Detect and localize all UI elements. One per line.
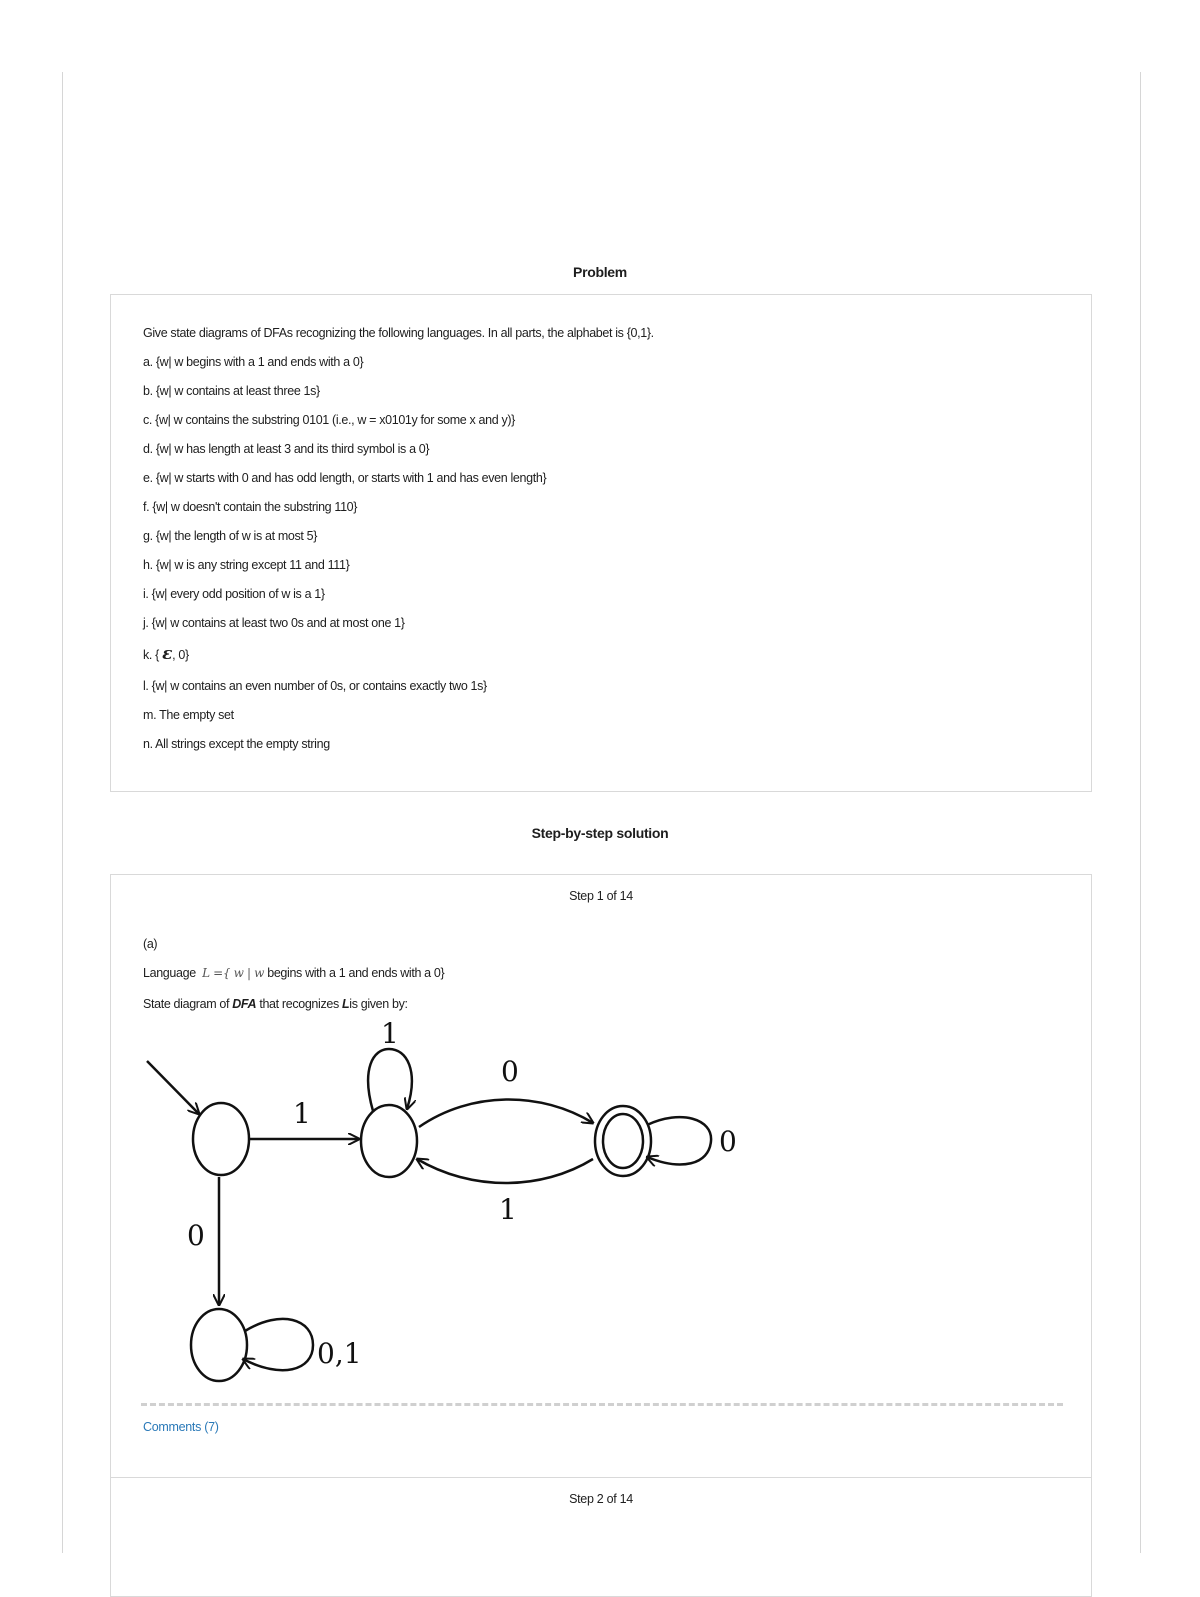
- problem-part: n. All strings except the empty string: [143, 737, 330, 751]
- page-border-left: [62, 72, 63, 1553]
- label-start-to-trap: 0: [187, 1219, 205, 1252]
- problem-part-k: [143, 646, 1059, 664]
- part-a-label: (a): [143, 937, 158, 951]
- label-trap-loop: 0,1: [317, 1337, 362, 1370]
- step-2-label: Step 2 of 14: [569, 1492, 633, 1506]
- problem-part: b. {w| w contains at least three 1s}: [143, 384, 320, 398]
- problem-part: a. {w| w begins with a 1 and ends with a 0}: [143, 355, 364, 369]
- part-k-prefix: k. {: [143, 648, 159, 662]
- language-suffix: begins with a 1 and ends with a 0}: [267, 966, 445, 980]
- label-start-to-q2: 1: [293, 1097, 311, 1130]
- problem-part: l. {w| w contains an even number of 0s, or contains exactly two 1s}: [143, 679, 487, 693]
- caption-l: L: [341, 997, 350, 1011]
- label-q2-to-q3: 0: [501, 1055, 519, 1088]
- label-q2-loop: 1: [381, 1019, 399, 1050]
- start-arrow: [147, 1061, 199, 1114]
- problem-part: f. {w| w doesn't contain the substring 110}: [143, 500, 358, 514]
- caption-prefix: State diagram of: [143, 997, 230, 1011]
- part-k-suffix: , 0}: [172, 648, 189, 662]
- problem-part: g. {w| the length of w is at most 5}: [143, 529, 318, 543]
- problem-part: d. {w| w has length at least 3 and its third symbol is a 0}: [143, 442, 430, 456]
- comments-link[interactable]: Comments (7): [143, 1420, 219, 1434]
- problem-panel: [110, 294, 1092, 792]
- language-definition: [143, 966, 444, 980]
- language-math: L ={ w | w: [202, 966, 265, 980]
- caption-mid: that recognizes: [259, 997, 339, 1011]
- language-prefix: Language: [143, 966, 196, 980]
- step-1-panel: [110, 874, 1092, 1478]
- problem-part: e. {w| w starts with 0 and has odd length, or starts with 1 and has even length}: [143, 471, 547, 485]
- solution-heading: Step-by-step solution: [531, 825, 669, 841]
- edge-q3-loop: [647, 1117, 711, 1164]
- problem-part: c. {w| w contains the substring 0101 (i.e., w = x0101y for some x and y)}: [143, 413, 515, 427]
- problem-part: m. The empty set: [143, 708, 234, 722]
- state-accept-inner: [603, 1114, 643, 1168]
- problem-heading: Problem: [573, 264, 627, 280]
- label-q3-to-q2: 1: [499, 1193, 517, 1226]
- step-1-label: Step 1 of 14: [569, 889, 633, 903]
- state-trap: [191, 1309, 247, 1381]
- page-border-right: [1140, 72, 1141, 1553]
- problem-part: j. {w| w contains at least two 0s and at most one 1}: [143, 616, 405, 630]
- diagram-caption: [143, 997, 408, 1011]
- label-q3-loop: 0: [719, 1125, 737, 1158]
- dfa-state-diagram: [141, 1019, 741, 1389]
- step-2-panel: [110, 1477, 1092, 1597]
- state-start: [193, 1103, 249, 1175]
- edge-q2-loop: [368, 1049, 412, 1111]
- caption-suffix: is given by:: [349, 997, 408, 1011]
- state-q2: [361, 1105, 417, 1177]
- edge-q2-to-q3: [419, 1099, 593, 1127]
- epsilon-symbol: ε: [162, 644, 173, 664]
- problem-intro: Give state diagrams of DFAs recognizing the following languages. In all parts, the alphabet is {0,1}.: [143, 326, 654, 340]
- dashed-divider: [141, 1403, 1063, 1406]
- caption-dfa: DFA: [232, 997, 257, 1011]
- problem-part: i. {w| every odd position of w is a 1}: [143, 587, 325, 601]
- edge-q3-to-q2: [417, 1159, 593, 1183]
- problem-part: h. {w| w is any string except 11 and 111}: [143, 558, 350, 572]
- edge-trap-loop: [243, 1319, 313, 1370]
